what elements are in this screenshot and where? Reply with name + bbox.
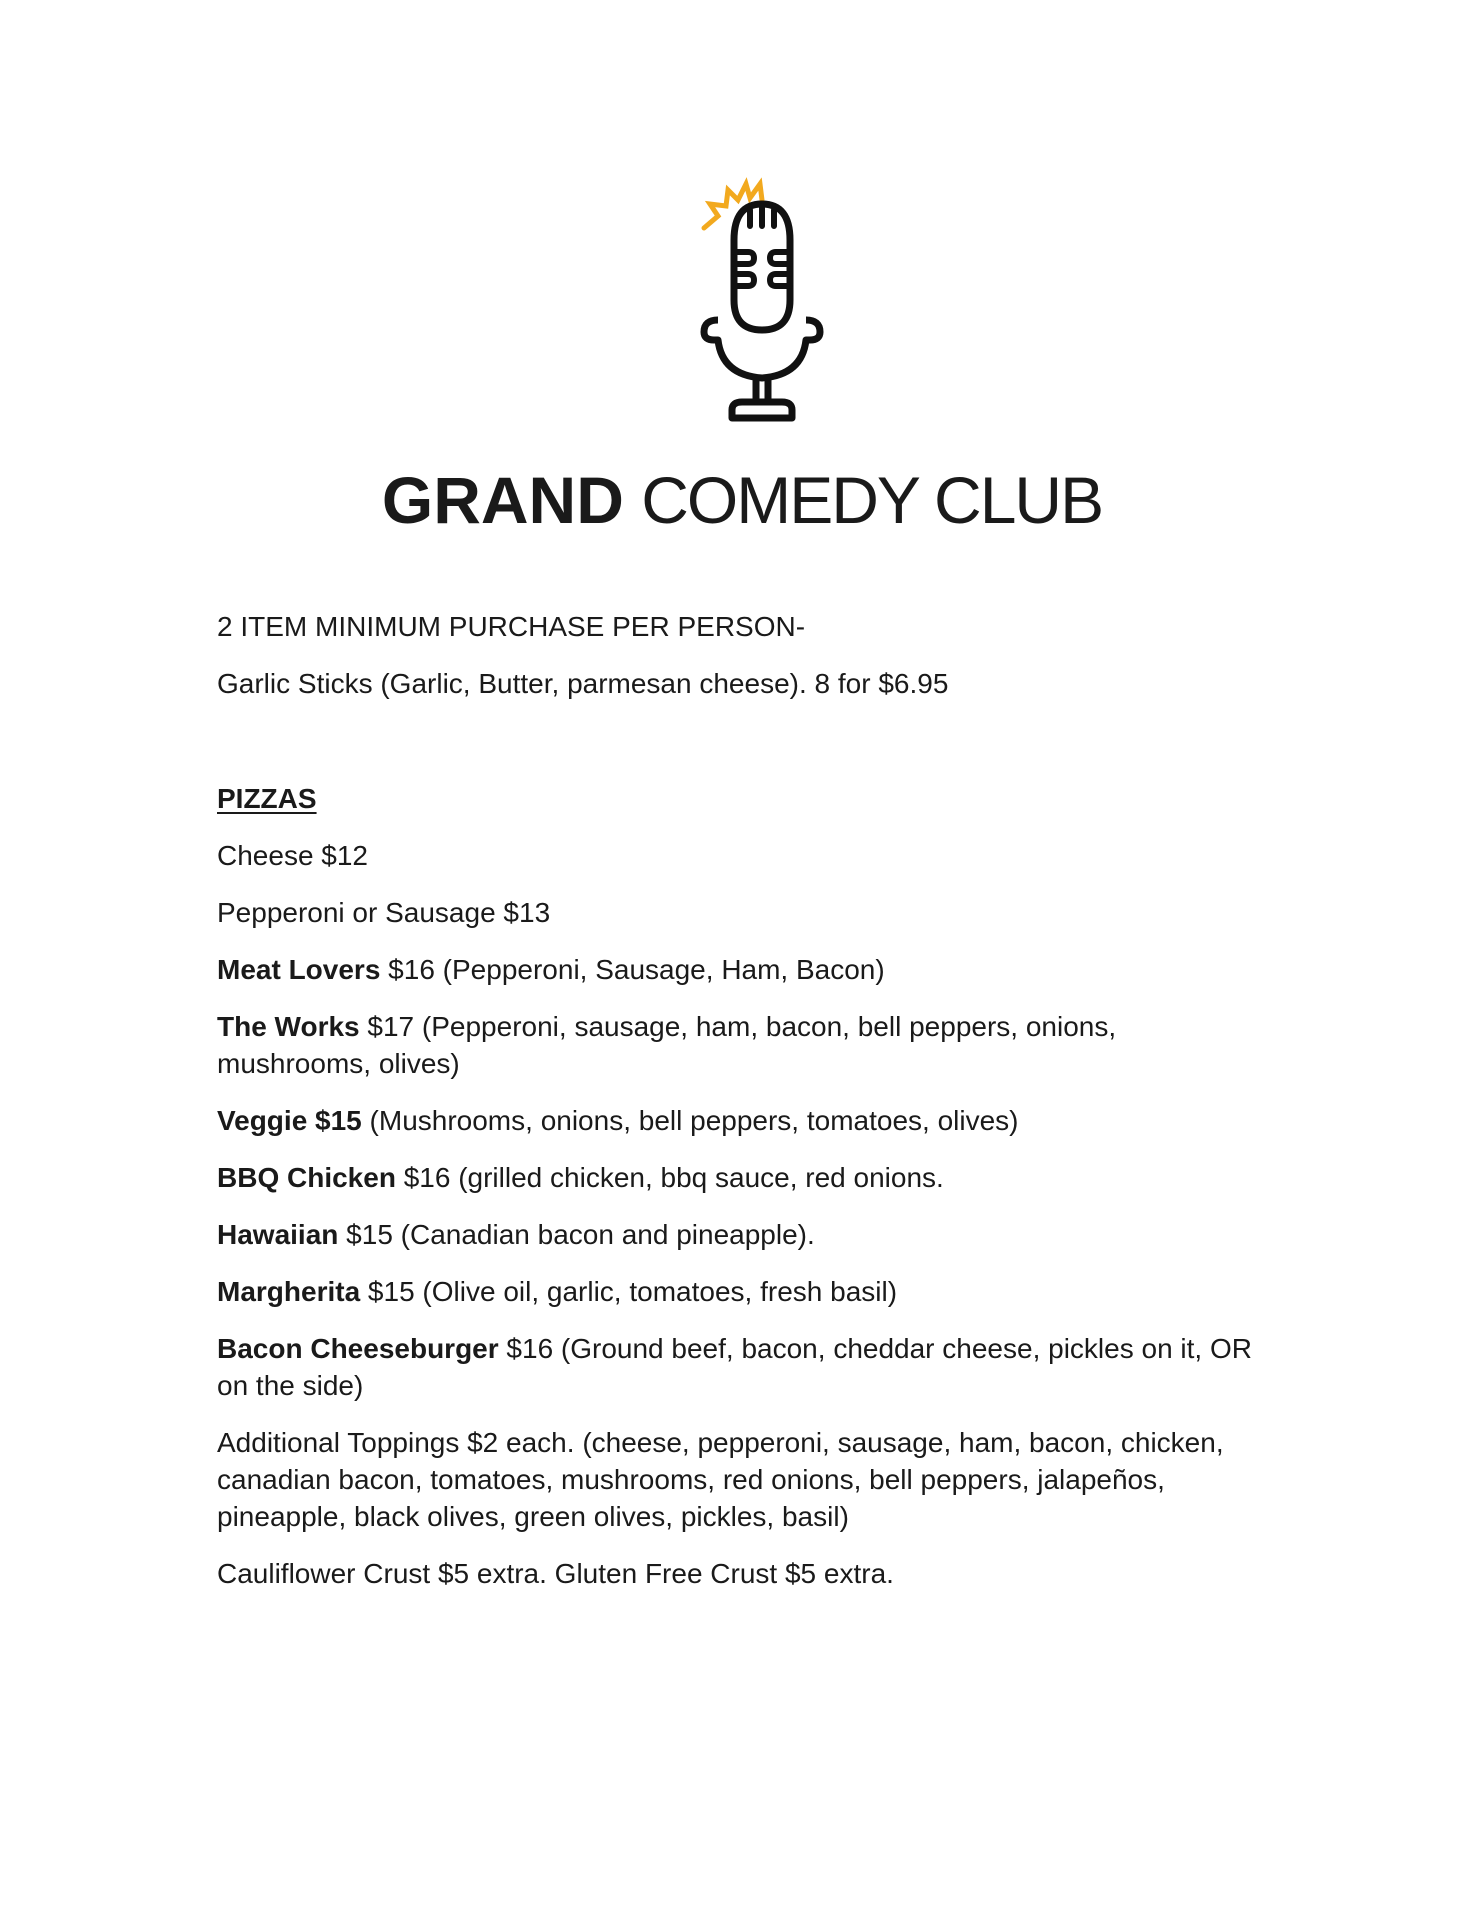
menu-item-cheese <box>217 837 1277 874</box>
garlic-sticks-item: Garlic Sticks (Garlic, Butter, parmesan cheese). 8 for $6.95 <box>217 668 949 699</box>
menu-item-name: The Works <box>217 1011 360 1042</box>
menu-item-name: Veggie $15 <box>217 1105 362 1136</box>
menu-item-detail: $16 (Pepperoni, Sausage, Ham, Bacon) <box>380 954 885 985</box>
menu-item-bbq-chicken <box>217 1159 1277 1196</box>
menu-item-name: Hawaiian <box>217 1219 339 1250</box>
menu-item-detail: Pepperoni or Sausage $13 <box>217 897 551 928</box>
menu-item-name: Margherita <box>217 1276 361 1307</box>
menu-item-detail: Cheese $12 <box>217 840 369 871</box>
menu-item-detail: $16 (grilled chicken, bbq sauce, red onions. <box>395 1162 944 1193</box>
crust-options-note: Cauliflower Crust $5 extra. Gluten Free Crust $5 extra. <box>217 1558 894 1589</box>
microphone-icon <box>682 170 842 430</box>
menu-content <box>217 608 1277 1612</box>
menu-item-hawaiian <box>217 1216 1277 1253</box>
menu-item-detail: $17 (Pepperoni, sausage, ham, bacon, bell peppers, onions, mushrooms, olives) <box>217 1011 1117 1079</box>
menu-item-detail: $16 (Ground beef, bacon, cheddar cheese, pickles on it, OR on the side) <box>217 1333 1252 1401</box>
wordmark-grand: GRAND <box>381 463 624 537</box>
menu-item-detail: (Mushrooms, onions, bell peppers, tomatoes, olives) <box>361 1105 1019 1136</box>
menu-item-name: Bacon Cheeseburger <box>217 1333 499 1364</box>
wordmark-comedy-club: COMEDY CLUB <box>641 463 1103 537</box>
logo <box>0 170 1484 540</box>
menu-item-detail: $15 (Canadian bacon and pineapple). <box>338 1219 815 1250</box>
menu-item-meat-lovers <box>217 951 1277 988</box>
pizzas-title: PIZZAS <box>217 783 317 814</box>
menu-item-bacon-cheeseburger <box>217 1330 1277 1404</box>
menu-item-veggie <box>217 1102 1277 1139</box>
menu-item-name: BBQ Chicken <box>217 1162 396 1193</box>
menu-item-detail: $15 (Olive oil, garlic, tomatoes, fresh basil) <box>360 1276 898 1307</box>
additional-toppings-note: Additional Toppings $2 each. (cheese, pepperoni, sausage, ham, bacon, chicken, canadian bacon, tomatoes, mushrooms, red onions, bell peppers, jalapeños, pineapple, black olives, green olives, pickles, basil) <box>217 1427 1224 1532</box>
pizzas-heading <box>217 780 1277 817</box>
club-wordmark <box>0 460 1484 540</box>
menu-item-the-works <box>217 1008 1277 1082</box>
menu-item-pepperoni-sausage <box>217 894 1277 931</box>
minimum-purchase-note: 2 ITEM MINIMUM PURCHASE PER PERSON- <box>217 611 806 642</box>
menu-item-name: Meat Lovers <box>217 954 381 985</box>
menu-item-margherita <box>217 1273 1277 1310</box>
